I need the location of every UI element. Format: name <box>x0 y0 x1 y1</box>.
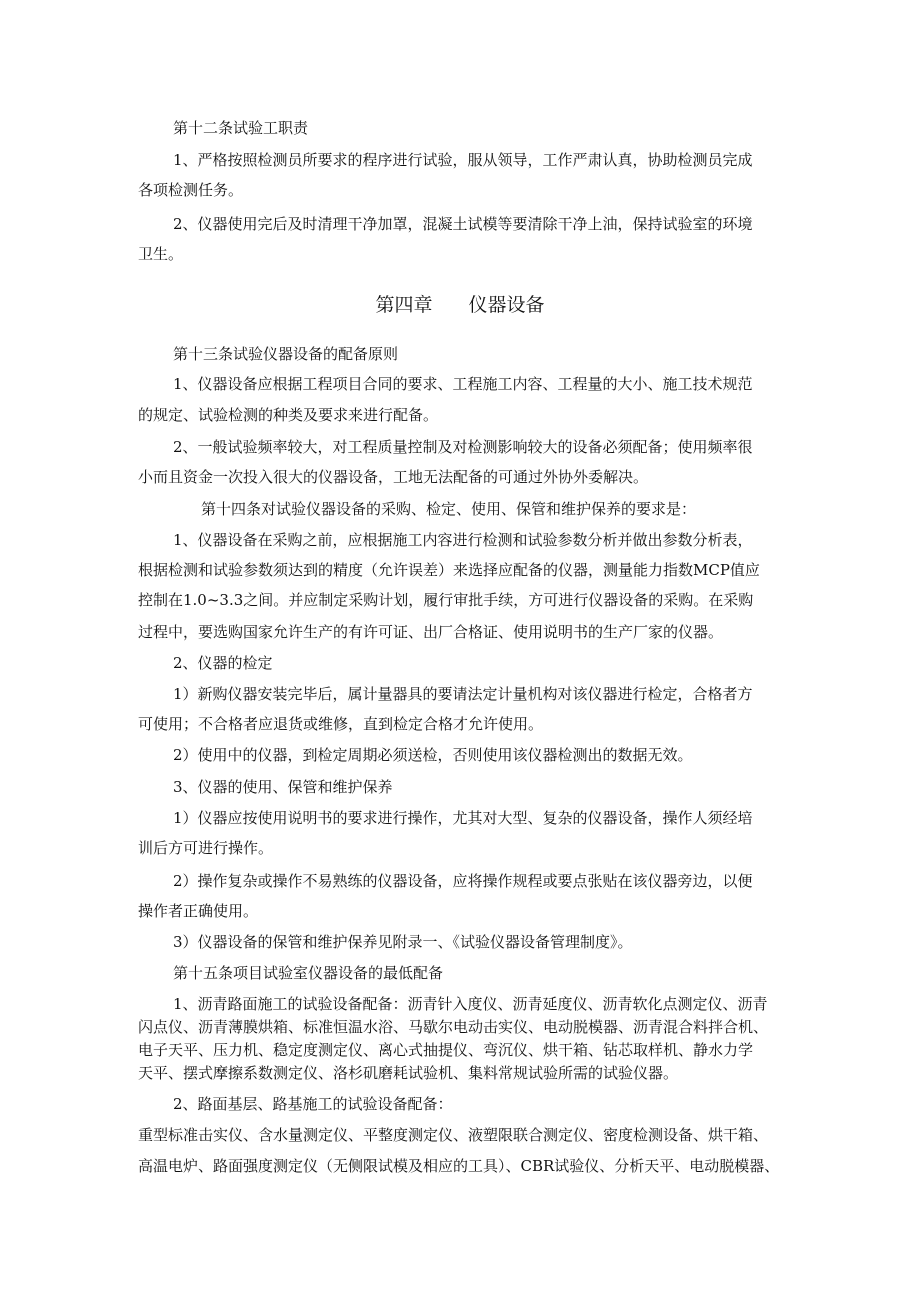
paragraph-line: 2）操作复杂或操作不易熟练的仪器设备，应将操作规程或要点张贴在该仪器旁边，以便 <box>173 872 753 890</box>
paragraph-line: 电子天平、压力机、稳定度测定仪、离心式抽提仪、弯沉仪、烘干箱、钻芯取样机、静水力学 <box>138 1041 754 1059</box>
chapter-title <box>0 290 920 320</box>
paragraph-line: 重型标准击实仪、含水量测定仪、平整度测定仪、液塑限联合测定仪、密度检测设备、烘干箱、 <box>138 1126 769 1144</box>
paragraph-line: 3）仪器设备的保管和维护保养见附录一、《试验仪器设备管理制度》。 <box>173 933 633 951</box>
paragraph-line: 小而且资金一次投入很大的仪器设备，工地无法配备的可通过外协外委解决。 <box>138 468 649 486</box>
paragraph-line: 可使用；不合格者应退货或维修，直到检定合格才允许使用。 <box>138 715 544 733</box>
paragraph-line: 1）仪器应按使用说明书的要求进行操作，尤其对大型、复杂的仪器设备，操作人须经培 <box>173 809 753 827</box>
paragraph-line: 的规定、试验检测的种类及要求来进行配备。 <box>138 406 439 424</box>
paragraph-line: 根据检测和试验参数须达到的精度（允许误差）来选择应配备的仪器，测量能力指数MCP值应 <box>138 561 760 579</box>
paragraph-line: 各项检测任务。 <box>138 181 244 199</box>
paragraph-line: 2、一般试验频率较大，对工程质量控制及对检测影响较大的设备必须配备；使用频率很 <box>173 438 753 456</box>
paragraph-line: 天平、摆式摩擦系数测定仪、洛杉矶磨耗试验机、集料常规试验所需的试验仪器。 <box>138 1064 679 1082</box>
article-14-heading: 第十四条对试验仪器设备的采购、检定、使用、保管和维护保养的要求是： <box>201 500 697 518</box>
subsection-heading: 2、仪器的检定 <box>173 654 273 672</box>
paragraph-line: 训后方可进行操作。 <box>138 839 274 857</box>
paragraph-line: 高温电炉、路面强度测定仪（无侧限试模及相应的工具）、CBR试验仪、分析天平、电动脱模器、 <box>138 1157 780 1175</box>
paragraph-line: 卫生。 <box>138 245 184 263</box>
article-15-heading: 第十五条项目试验室仪器设备的最低配备 <box>173 964 444 982</box>
paragraph-line: 2）使用中的仪器，到检定周期必须送检，否则使用该仪器检测出的数据无效。 <box>173 746 693 764</box>
subsection-heading: 3、仪器的使用、保管和维护保养 <box>173 778 393 796</box>
paragraph-line: 1）新购仪器安装完毕后，属计量器具的要请法定计量机构对该仪器进行检定，合格者方 <box>173 685 753 703</box>
paragraph-line: 闪点仪、沥青薄膜烘箱、标准恒温水浴、马歇尔电动击实仪、电动脱模器、沥青混合料拌合机、 <box>138 1018 769 1036</box>
paragraph-line: 过程中，要选购国家允许生产的有许可证、出厂合格证、使用说明书的生产厂家的仪器。 <box>138 623 724 641</box>
paragraph-line: 操作者正确使用。 <box>138 902 259 920</box>
paragraph-line: 2、仪器使用完后及时清理干净加罩，混凝土试模等要清除干净上油，保持试验室的环境 <box>173 215 753 233</box>
paragraph-line: 控制在1.0~3.3之间。并应制定采购计划，履行审批手续，方可进行仪器设备的采购。在采购 <box>138 591 754 609</box>
paragraph-line: 1、仪器设备应根据工程项目合同的要求、工程施工内容、工程量的大小、施工技术规范 <box>173 375 753 393</box>
subsection-heading: 2、路面基层、路基施工的试验设备配备： <box>173 1095 453 1113</box>
article-13-heading: 第十三条试验仪器设备的配备原则 <box>173 345 399 363</box>
paragraph-line: 1、沥青路面施工的试验设备配备：沥青针入度仪、沥青延度仪、沥青软化点测定仪、沥青 <box>173 995 768 1013</box>
chapter-number: 第四章 <box>375 294 433 316</box>
chapter-name: 仪器设备 <box>468 294 545 316</box>
paragraph-line: 1、仪器设备在采购之前，应根据施工内容进行检测和试验参数分析并做出参数分析表， <box>173 531 753 549</box>
article-12-heading: 第十二条试验工职责 <box>173 119 309 137</box>
paragraph-line: 1、严格按照检测员所要求的程序进行试验，服从领导，工作严肃认真，协助检测员完成 <box>173 151 753 169</box>
